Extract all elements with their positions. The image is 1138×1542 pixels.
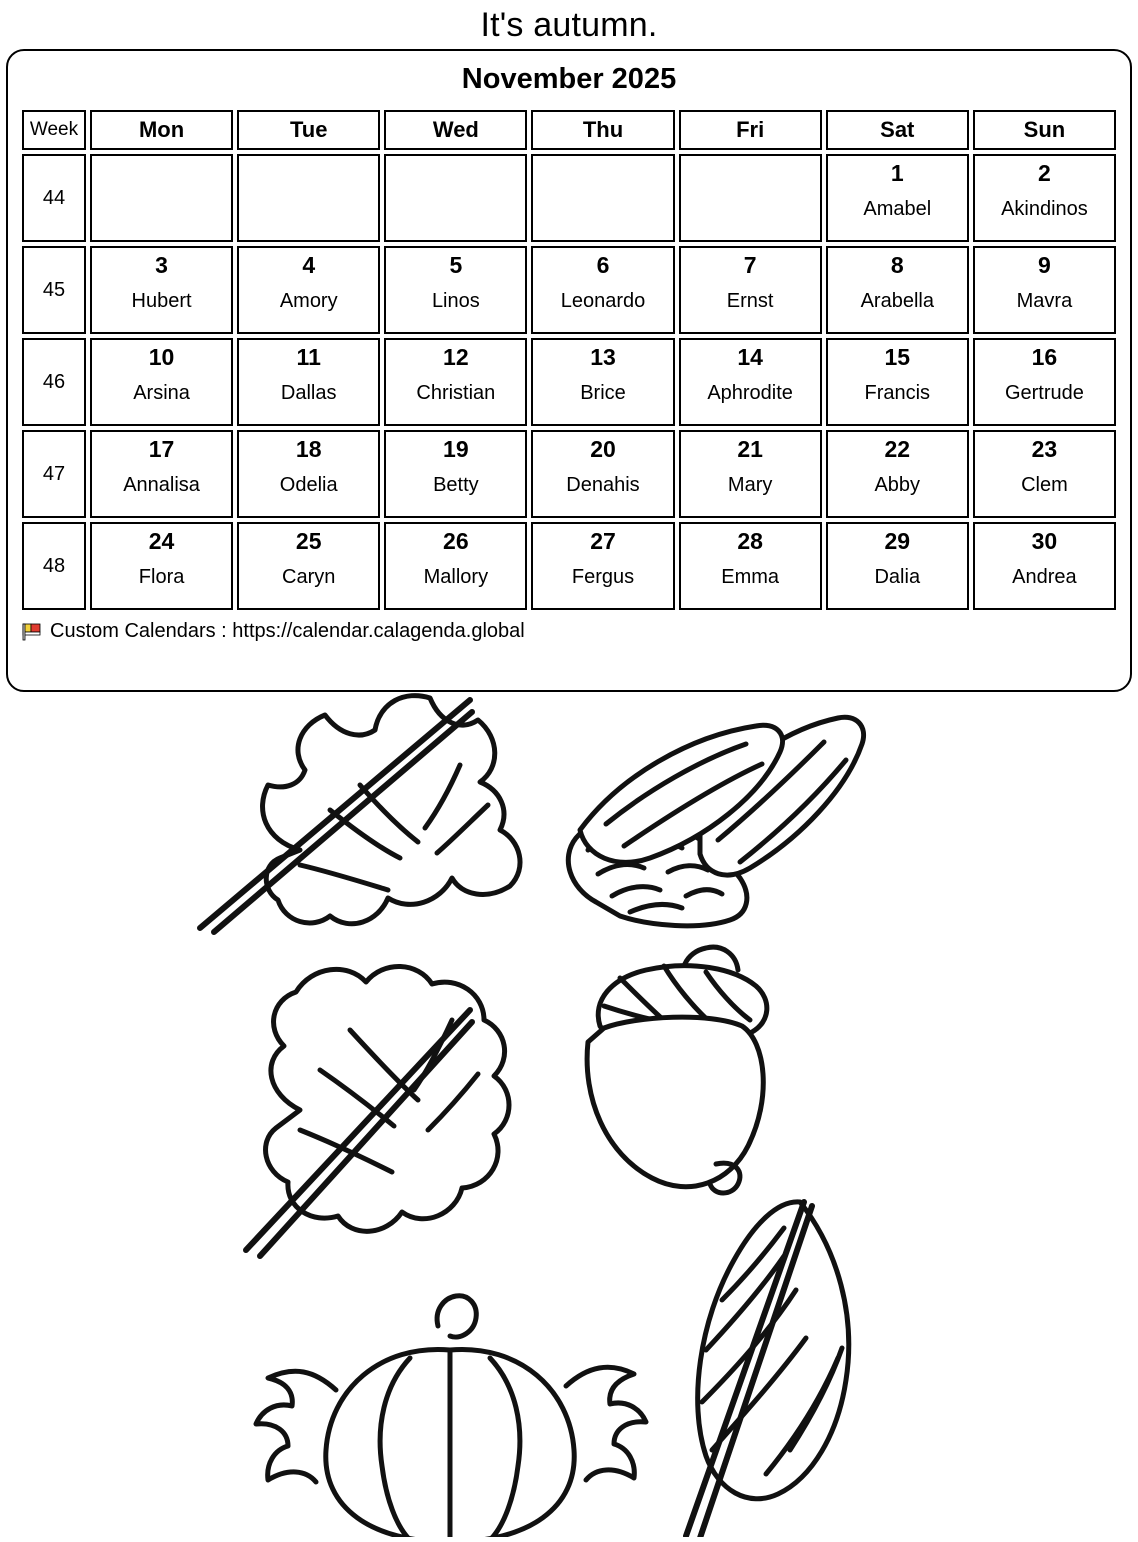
- footer: [18, 620, 1120, 643]
- week-number: 47: [22, 430, 86, 518]
- day-number: 5: [449, 252, 463, 278]
- acorn-icon: [587, 947, 767, 1193]
- day-number: 3: [155, 252, 168, 278]
- week-number: 46: [22, 338, 86, 426]
- day-header-thu: Thu: [531, 110, 674, 150]
- day-name: Mavra: [1016, 290, 1073, 313]
- day-header-sat: Sat: [826, 110, 969, 150]
- leaf-icon: [686, 1202, 849, 1537]
- day-header-sun: Sun: [973, 110, 1116, 150]
- day-cell[interactable]: [90, 246, 233, 334]
- day-name: Arsina: [133, 382, 190, 405]
- flag-icon: [22, 622, 42, 642]
- day-cell[interactable]: [973, 154, 1116, 242]
- day-cell[interactable]: [531, 522, 674, 610]
- day-cell[interactable]: [384, 246, 527, 334]
- oak-leaf-icon: [246, 966, 509, 1256]
- day-cell[interactable]: [826, 522, 969, 610]
- day-number: 21: [737, 436, 763, 462]
- day-name: Betty: [433, 474, 479, 497]
- day-name: Abby: [874, 474, 921, 497]
- day-cell[interactable]: [90, 338, 233, 426]
- day-name: Denahis: [566, 474, 640, 497]
- day-name: Odelia: [279, 474, 338, 497]
- day-number: 6: [596, 252, 610, 278]
- day-cell[interactable]: [679, 522, 822, 610]
- day-name: Fergus: [571, 566, 635, 589]
- calendar-week-row: [22, 522, 1116, 610]
- week-number: 48: [22, 522, 86, 610]
- day-number: 17: [148, 436, 175, 462]
- day-cell[interactable]: [384, 154, 527, 242]
- day-cell[interactable]: [531, 246, 674, 334]
- day-number: 7: [743, 252, 757, 278]
- calendar-week-row: [22, 154, 1116, 242]
- day-number: 28: [737, 528, 763, 554]
- week-number: 44: [22, 154, 86, 242]
- day-cell[interactable]: [90, 430, 233, 518]
- day-name: Christian: [416, 382, 496, 405]
- day-number: 24: [148, 528, 175, 554]
- day-cell[interactable]: [237, 154, 380, 242]
- day-header-wed: Wed: [384, 110, 527, 150]
- day-name: Caryn: [282, 566, 336, 589]
- day-header-tue: Tue: [237, 110, 380, 150]
- week-column-header: Week: [22, 110, 86, 150]
- day-name: Hubert: [131, 290, 192, 313]
- day-number: 30: [1031, 528, 1058, 554]
- autumn-illustration: [0, 690, 1138, 1537]
- day-cell[interactable]: [90, 522, 233, 610]
- day-cell[interactable]: [237, 338, 380, 426]
- day-name: Andrea: [1012, 566, 1077, 589]
- day-name: Francis: [864, 382, 931, 405]
- day-cell[interactable]: [531, 430, 674, 518]
- month-title: November 2025: [461, 63, 677, 95]
- day-name: Flora: [138, 566, 185, 589]
- calendar-header-row: [22, 110, 1116, 150]
- day-cell[interactable]: [826, 430, 969, 518]
- calendar-week-row: [22, 246, 1116, 334]
- day-name: Dallas: [280, 382, 337, 405]
- pumpkin-icon: [256, 1296, 646, 1537]
- day-cell[interactable]: [826, 246, 969, 334]
- day-number: 19: [443, 436, 469, 462]
- day-name: Amabel: [863, 198, 932, 221]
- day-number: 16: [1031, 344, 1058, 370]
- day-cell[interactable]: [679, 338, 822, 426]
- day-number: 9: [1038, 252, 1051, 278]
- day-cell[interactable]: [973, 430, 1116, 518]
- calendar-week-row: [22, 430, 1116, 518]
- day-cell[interactable]: [679, 246, 822, 334]
- day-name: Mallory: [423, 566, 489, 589]
- day-number: 12: [443, 344, 469, 370]
- day-name: Leonardo: [560, 290, 646, 313]
- day-cell[interactable]: [384, 338, 527, 426]
- day-header-fri: Fri: [679, 110, 822, 150]
- day-cell[interactable]: [826, 338, 969, 426]
- page-title: It's autumn.: [480, 6, 658, 44]
- day-name: Gertrude: [1004, 382, 1084, 405]
- day-name: Amory: [279, 290, 338, 313]
- day-number: 29: [884, 528, 911, 554]
- day-name: Mary: [727, 474, 773, 497]
- day-number: 27: [590, 528, 616, 554]
- day-cell[interactable]: [973, 246, 1116, 334]
- day-number: 2: [1038, 160, 1051, 186]
- day-number: 26: [443, 528, 469, 554]
- day-name: Dalia: [874, 566, 921, 589]
- day-cell[interactable]: [90, 154, 233, 242]
- day-cell[interactable]: [384, 430, 527, 518]
- calendar-card: [6, 49, 1132, 692]
- day-number: 14: [737, 344, 763, 370]
- day-number: 22: [884, 436, 911, 462]
- day-cell[interactable]: [531, 338, 674, 426]
- calendar-week-row: [22, 338, 1116, 426]
- day-name: Annalisa: [123, 474, 200, 497]
- day-number: 15: [884, 344, 911, 370]
- corn-icon: [568, 717, 863, 926]
- week-number: 45: [22, 246, 86, 334]
- day-name: Arabella: [860, 290, 934, 313]
- day-number: 20: [590, 436, 616, 462]
- day-number: 25: [295, 528, 322, 554]
- day-number: 13: [590, 344, 616, 370]
- day-number: 8: [890, 252, 904, 278]
- day-cell[interactable]: [679, 430, 822, 518]
- day-number: 4: [302, 252, 316, 278]
- day-cell[interactable]: [384, 522, 527, 610]
- day-cell[interactable]: [237, 522, 380, 610]
- day-number: 23: [1031, 436, 1058, 462]
- day-cell[interactable]: [237, 430, 380, 518]
- day-name: Clem: [1021, 474, 1068, 497]
- footer-text: Custom Calendars : https://calendar.calagenda.global: [50, 620, 525, 642]
- day-cell[interactable]: [973, 522, 1116, 610]
- day-number: 11: [296, 344, 321, 370]
- day-name: Emma: [721, 566, 780, 589]
- day-cell[interactable]: [531, 154, 674, 242]
- day-name: Linos: [431, 290, 480, 313]
- day-cell[interactable]: [973, 338, 1116, 426]
- day-number: 1: [890, 160, 904, 186]
- day-cell[interactable]: [237, 246, 380, 334]
- maple-leaf-icon: [200, 696, 520, 932]
- day-number: 10: [148, 344, 175, 370]
- day-name: Akindinos: [1001, 198, 1088, 221]
- day-cell[interactable]: [826, 154, 969, 242]
- day-name: Brice: [580, 382, 626, 405]
- day-name: Aphrodite: [707, 382, 793, 405]
- day-name: Ernst: [726, 290, 774, 313]
- day-cell[interactable]: [679, 154, 822, 242]
- day-header-mon: Mon: [90, 110, 233, 150]
- day-number: 18: [295, 436, 322, 462]
- calendar-table: [18, 106, 1120, 614]
